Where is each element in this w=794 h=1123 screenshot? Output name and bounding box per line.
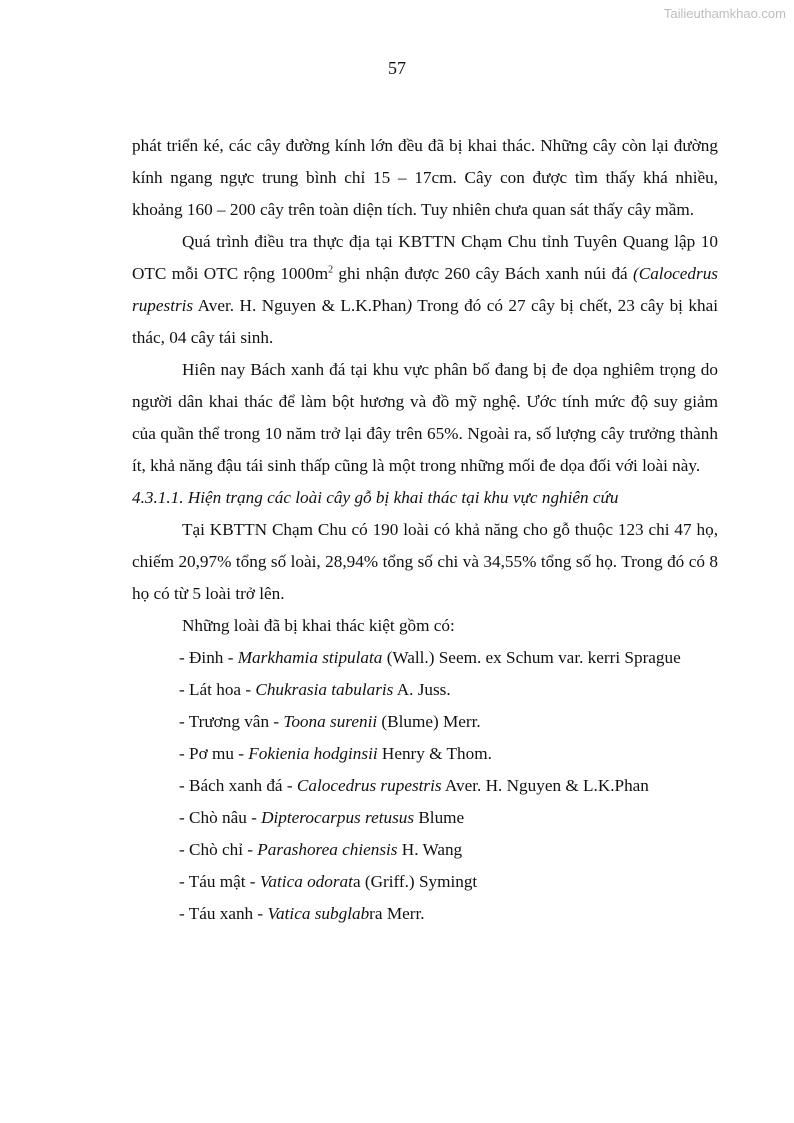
list-item-scientific-name: Dipterocarpus retusus — [261, 808, 415, 827]
list-item — [132, 802, 718, 834]
page-number: 57 — [388, 58, 406, 78]
list-item-suffix: ra Merr. — [369, 904, 425, 923]
list-item — [132, 898, 718, 930]
paragraph-2 — [132, 226, 718, 354]
list-item — [132, 642, 718, 674]
paragraph-5: Những loài đã bị khai thác kiệt gồm có: — [182, 616, 455, 635]
list-item-prefix: - Pơ mu - — [179, 744, 249, 763]
document-body — [132, 130, 718, 930]
list-item — [132, 866, 718, 898]
section-heading: 4.3.1.1. Hiện trạng các loài cây gỗ bị khai thác tại khu vực nghiên cứu — [132, 488, 619, 507]
list-item-suffix: a (Griff.) Symingt — [352, 872, 478, 891]
list-item-prefix: - Táu mật - — [179, 872, 260, 891]
list-item — [132, 834, 718, 866]
list-item-suffix: Henry & Thom. — [377, 744, 492, 763]
list-item-suffix: A. Juss. — [393, 680, 451, 699]
list-item-scientific-name: Toona surenii — [283, 712, 378, 731]
paragraph-2-part-d: Trong đó có 27 cây bị chết, 23 cây bị khai thác, 04 cây tái sinh. — [132, 296, 718, 347]
paragraph-1: phát triển ké, các cây đường kính lớn đều đã bị khai thác. Những cây còn lại đường kính ngang ngực trung bình chỉ 15 – 17cm. Cây con được tìm thấy khá nhiều, khoảng 160 – 200 cây trên toàn diện tích. Tuy nhiên chưa quan sát thấy cây mầm. — [132, 136, 718, 219]
list-item — [132, 706, 718, 738]
list-item-prefix: - Lát hoa - — [179, 680, 256, 699]
species-name-italic: (Calocedrus rupestris — [132, 264, 718, 315]
list-item-scientific-name: Chukrasia tabularis — [255, 680, 394, 699]
list-item-prefix: - Táu xanh - — [179, 904, 268, 923]
list-item-scientific-name: Parashorea chiensis — [257, 840, 398, 859]
list-item-scientific-name: Fokienia hodginsii — [248, 744, 378, 763]
superscript: 2 — [328, 264, 334, 276]
list-item-scientific-name: Vatica odorat — [259, 872, 353, 891]
paragraph-2-part-c: Aver. H. Nguyen & L.K.Phan — [193, 296, 407, 315]
paragraph-2-part-a: Quá trình điều tra thực địa tại KBTTN Chạm Chu tỉnh Tuyên Quang lập 10 OTC mỗi OTC rộng 1000m — [132, 232, 718, 283]
list-item-suffix: H. Wang — [397, 840, 463, 859]
list-item-prefix: - Trương vân - — [179, 712, 284, 731]
list-item-suffix: Aver. H. Nguyen & L.K.Phan — [441, 776, 649, 795]
list-item-scientific-name: Vatica subglab — [267, 904, 370, 923]
list-item-suffix: Blume — [414, 808, 465, 827]
list-item-prefix: - Bách xanh đá - — [179, 776, 297, 795]
list-item-prefix: - Chò nâu - — [179, 808, 262, 827]
list-item-suffix: (Blume) Merr. — [377, 712, 481, 731]
closing-paren-italic: ) — [406, 296, 413, 315]
list-item — [132, 674, 718, 706]
paragraph-3: Hiên nay Bách xanh đá tại khu vực phân bố đang bị đe dọa nghiêm trọng do người dân khai thác để làm bột hương và đồ mỹ nghệ. Ước tính mức độ suy giảm của quần thể trong 10 năm trở lại đây trên 65%. Ngoài ra, số lượng cây trưởng thành ít, khả năng đậu tái sinh thấp cũng là một trong những mối đe dọa đối với loài này. — [132, 360, 718, 475]
list-item-prefix: - Đinh - — [179, 648, 238, 667]
list-item-suffix: (Wall.) Seem. ex Schum var. kerri Sprague — [382, 648, 681, 667]
list-item-scientific-name: Calocedrus rupestris — [296, 776, 442, 795]
species-list — [132, 642, 718, 930]
list-item-scientific-name: Markhamia stipulata — [237, 648, 383, 667]
list-item — [132, 770, 718, 802]
list-item — [132, 738, 718, 770]
watermark: Tailieuthamkhao.com — [663, 6, 786, 21]
paragraph-4: Tại KBTTN Chạm Chu có 190 loài có khả năng cho gỗ thuộc 123 chi 47 họ, chiếm 20,97% tổng số loài, 28,94% tổng số chi và 34,55% tổng số họ. Trong đó có 8 họ có từ 5 loài trở lên. — [132, 520, 718, 603]
list-item-prefix: - Chò chỉ - — [179, 840, 258, 859]
paragraph-2-part-b: ghi nhận được 260 cây Bách xanh núi đá — [333, 264, 634, 283]
